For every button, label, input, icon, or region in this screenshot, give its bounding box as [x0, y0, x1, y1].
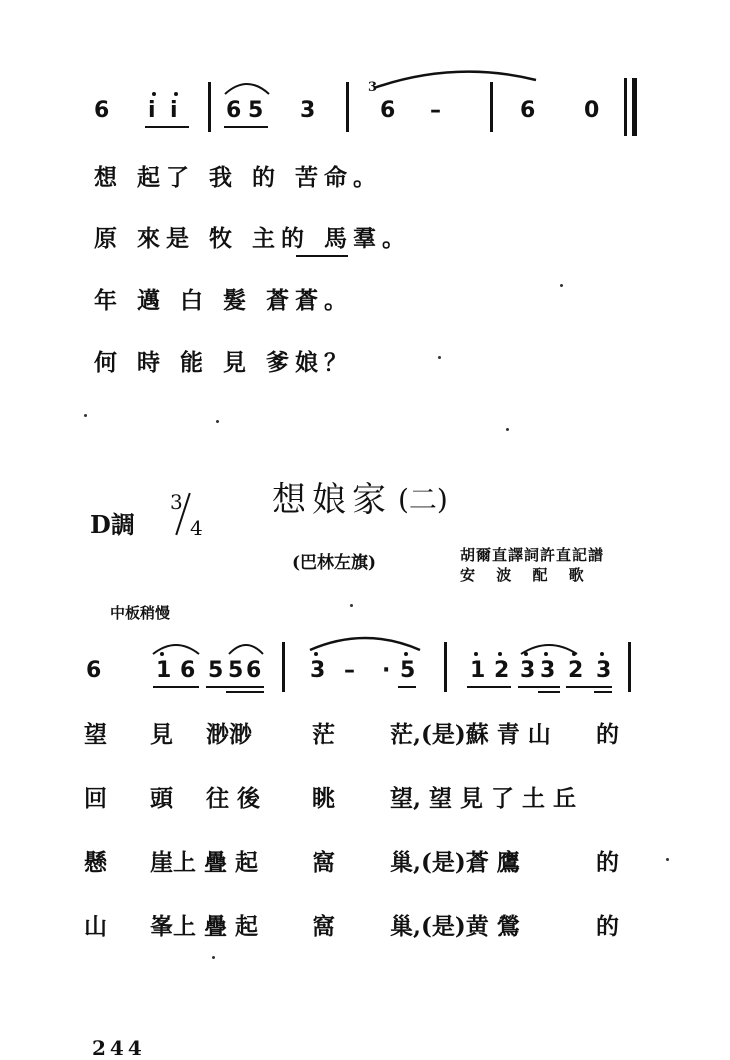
time-signature-top: 3	[170, 490, 183, 514]
scan-speck	[216, 420, 219, 423]
octave-dot	[152, 92, 156, 96]
bar-line	[490, 82, 493, 132]
bar-line	[208, 82, 211, 132]
final-bar-line	[624, 78, 627, 136]
tie-arc	[370, 66, 540, 92]
beam-underline-double	[594, 691, 612, 693]
note: 2	[568, 658, 584, 683]
note: i	[170, 98, 178, 123]
lyric-word: 崖上 疊 起	[150, 849, 259, 876]
lyric-word: 山	[84, 913, 107, 940]
region-label: (巴林左旗)	[292, 553, 377, 573]
octave-dot	[498, 652, 502, 656]
lyric-word: 巢,(是)蒼 鷹	[390, 849, 520, 876]
bar-line	[444, 642, 447, 692]
note: 6	[94, 98, 110, 123]
note: 6	[246, 658, 262, 683]
beam-underline-double	[226, 691, 264, 693]
note: 5	[228, 658, 244, 683]
time-signature-bottom: 4	[190, 516, 203, 540]
lyric-word: 眺	[312, 785, 335, 812]
lyric-line: 想 起了 我 的 苦命。	[94, 164, 383, 191]
octave-dot	[544, 652, 548, 656]
beam-underline	[398, 686, 416, 688]
beam-underline	[153, 686, 199, 688]
octave-dot	[314, 652, 318, 656]
lyric-word: 頭	[150, 785, 173, 812]
note: 6	[180, 658, 196, 683]
scan-speck	[666, 858, 669, 861]
octave-dot	[600, 652, 604, 656]
note: 5	[400, 658, 416, 683]
scan-speck	[212, 956, 215, 959]
note: 3	[520, 658, 536, 683]
octave-dot	[524, 652, 528, 656]
note: 5	[208, 658, 224, 683]
octave-dot	[404, 652, 408, 656]
bar-line	[628, 642, 631, 692]
slur	[222, 78, 272, 96]
lyric-word: 窩	[312, 849, 335, 876]
bar-line	[282, 642, 285, 692]
bar-line	[346, 82, 349, 132]
lyric-word: 往 後	[206, 785, 261, 812]
slur	[150, 640, 202, 656]
lyric-word: 回	[84, 785, 107, 812]
lyric-word: 見	[150, 721, 173, 748]
beam-underline	[467, 686, 511, 688]
augmentation-dot: ·	[382, 658, 391, 683]
octave-dot	[572, 652, 576, 656]
lyric-word: 望, 望 見 了 土 丘	[390, 785, 577, 812]
slur	[226, 640, 266, 656]
octave-dot	[474, 652, 478, 656]
scan-speck	[560, 284, 563, 287]
credits-line: 胡爾直譯詞許直記譜	[460, 546, 605, 564]
lyric-word: 的	[596, 913, 619, 940]
lyric-word: 茫,(是)蘇 青 山	[390, 721, 551, 748]
lyric-line: 何 時 能 見 爹娘？	[94, 349, 354, 376]
note: 6	[86, 658, 102, 683]
note: 3	[596, 658, 612, 683]
beam-underline	[206, 686, 264, 688]
beam-underline	[224, 126, 268, 128]
octave-dot	[160, 652, 164, 656]
lyric-line: 年 邁 白 髮 蒼蒼。	[94, 287, 354, 314]
final-bar-line-thick	[632, 78, 637, 136]
credits-line: 安 波 配 歌	[460, 566, 592, 584]
lyric-word: 窩	[312, 913, 335, 940]
lyric-word: 的	[596, 849, 619, 876]
note: 6	[380, 98, 396, 123]
note: 3	[310, 658, 326, 683]
note: 3	[540, 658, 556, 683]
lyric-line: 原 來是 牧 主的 馬羣。	[94, 225, 412, 252]
lyric-word: 渺渺	[206, 721, 252, 748]
scan-speck	[506, 428, 509, 431]
beam-underline	[518, 686, 560, 688]
song-title-number: (二)	[398, 483, 448, 516]
key-signature: D調	[90, 510, 135, 539]
scan-speck	[84, 414, 87, 417]
beam-underline	[566, 686, 612, 688]
tempo-marking: 中板稍慢	[110, 604, 171, 622]
lyric-word: 巢,(是)黄 鶯	[390, 913, 520, 940]
tie-arc	[306, 630, 424, 652]
lyric-word: 望	[84, 721, 107, 748]
lyric-word: 懸	[84, 849, 107, 876]
dash: –	[430, 98, 441, 123]
beam-underline-double	[538, 691, 560, 693]
scan-speck	[350, 604, 353, 607]
octave-dot	[174, 92, 178, 96]
grace-note: 3	[368, 80, 378, 95]
note: 2	[494, 658, 510, 683]
scan-speck	[438, 356, 441, 359]
beam-underline	[145, 126, 189, 128]
lyric-word: 峯上 疊 起	[150, 913, 259, 940]
note: 6	[520, 98, 536, 123]
page-number: 244	[92, 1036, 146, 1060]
note: i	[148, 98, 156, 123]
note: 6	[226, 98, 242, 123]
lyric-word: 茫	[312, 721, 335, 748]
song-title: 想娘家	[272, 480, 392, 520]
dash: –	[344, 658, 355, 683]
note: 3	[300, 98, 316, 123]
note: 1	[470, 658, 486, 683]
lyric-word: 的	[596, 721, 619, 748]
lyric-underline	[296, 255, 348, 257]
rest: 0	[584, 98, 600, 123]
note: 5	[248, 98, 264, 123]
note: 1	[156, 658, 172, 683]
